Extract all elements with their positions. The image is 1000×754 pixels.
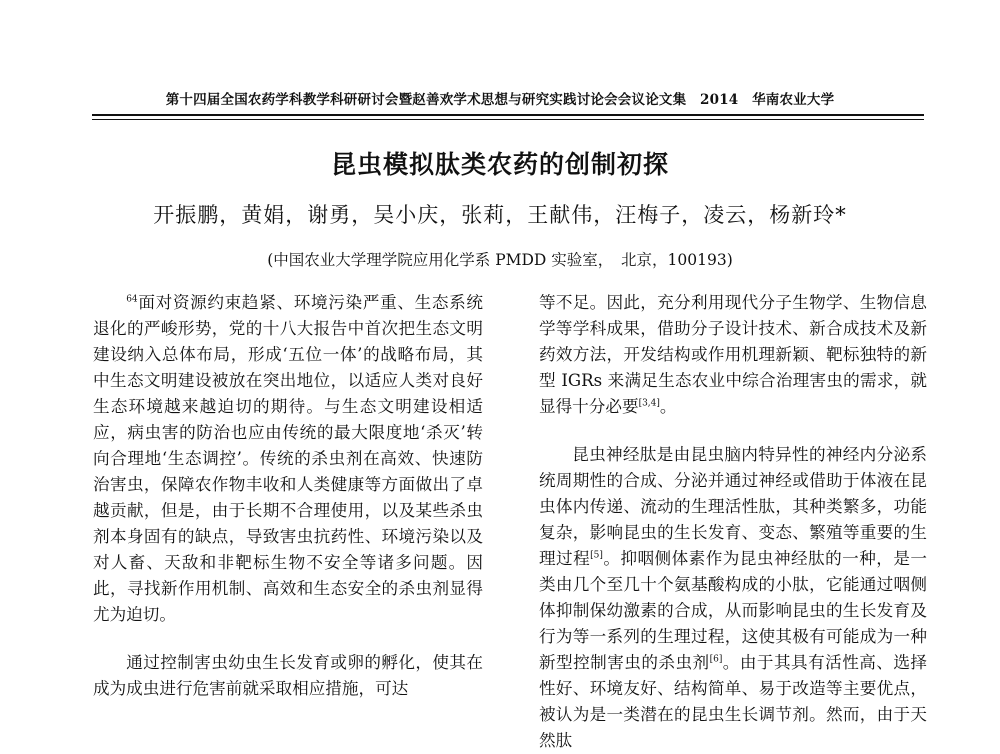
- left-column: [93, 290, 483, 702]
- paragraph-neuropeptide: 昆虫神经肽是由昆虫脑内特异性的神经内分泌系统周期性的合成、分泌并通过神经或借助于体液在昆虫体内传递、流动的生理活性肽，其种类繁多，功能复杂，影响昆虫的生长发育、变态、繁殖等重要的生理过程[5]。抑咽侧体素作为昆虫神经肽的一种，是一类由几个至几十个氨基酸构成的小肽，它能通过咽侧体抑制保幼激素的合成，从而影响昆虫的生长发育及行为等一系列的生理过程，这使其极有可能成为一种新型控制害虫的杀虫剂[6]。由于其具有活性高、选择性好、环境友好、结构简单、易于改造等主要优点，被认为是一类潜在的昆虫生长调节剂。然而，由于天然肽: [539, 445, 928, 750]
- header-rule-thick: [92, 114, 924, 116]
- footnote-marker: 64: [126, 294, 138, 305]
- proceedings-header: 第十四届全国农药学科教学科研研讨会暨赵善欢学术思想与研究实践讨论会会议论文集 2014 华南农业大学: [165, 92, 835, 108]
- citation-ref: [5]: [590, 550, 603, 561]
- right-column: [539, 290, 927, 754]
- paragraph-continuation: 等不足。因此，充分利用现代分子生物学、生物信息学等学科成果，借助分子设计技术、新合成技术及新药效方法，开发结构或作用机理新颖、靶标独特的新型 IGRs 来满足生态农业中综合治理害虫的需求，就显得十分必要[3,4]。: [539, 293, 927, 416]
- paper-title: 昆虫模拟肽类农药的创制初探: [330, 150, 669, 179]
- paragraph-control: 通过控制害虫幼虫生长发育或卵的孵化，使其在成为成虫进行危害前就采取相应措施，可达: [93, 653, 483, 698]
- header-rule-thin: [92, 119, 924, 120]
- author-list: 开振鹏，黄娟，谢勇，吴小庆，张莉，王献伟，汪梅子，凌云，杨新玲*: [153, 203, 847, 227]
- paragraph-intro-text: 面对资源约束趋紧、环境污染严重、生态系统退化的严峻形势，党的十八大报告中首次把生态文明建设纳入总体布局，形成‘五位一体’的战略布局，其中生态文明建设被放在突出地位，以适应人类对良好生态环境越来越迫切的期待。与生态文明建设相适应，病虫害的防治也应由传统的最大限度地‘杀灭’转向合理地‘生态调控’。传统的杀虫剂在高效、快速防治害虫，保障农作物丰收和人类健康等方面做出了卓越贡献，但是，由于长期不合理使用，以及某些杀虫剂本身固有的缺点，导致害虫抗药性、环境污染以及对人畜、天敌和非靶标生物不安全等诸多问题。因此，寻找新作用机制、高效和生态安全的杀虫剂显得尤为迫切。: [93, 293, 483, 624]
- citation-ref: [3,4]: [638, 398, 660, 409]
- citation-ref: [6]: [709, 654, 723, 665]
- affiliation: (中国农业大学理学院应用化学系 PMDD 实验室， 北京，100193): [267, 251, 733, 269]
- paragraph-intro: [93, 290, 483, 628]
